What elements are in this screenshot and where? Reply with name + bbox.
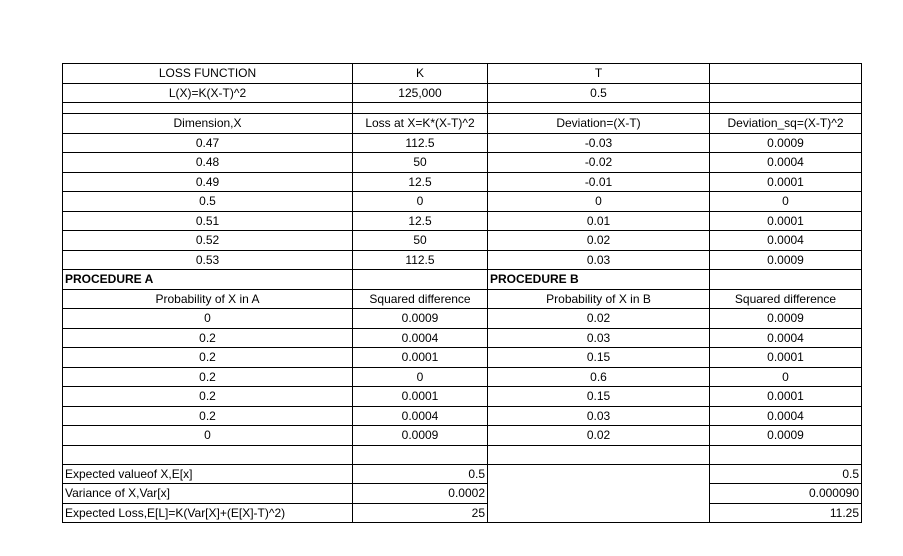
cell[interactable] <box>353 270 488 290</box>
cell[interactable]: L(X)=K(X-T)^2 <box>63 83 353 103</box>
column-header[interactable]: Dimension,X <box>63 114 353 134</box>
cell[interactable]: 0.0004 <box>353 328 488 348</box>
summary-label[interactable]: Variance of X,Var[x] <box>63 484 353 504</box>
cell[interactable]: 0.0004 <box>710 406 862 426</box>
cell[interactable]: -0.02 <box>488 153 710 173</box>
cell[interactable]: 0.01 <box>488 211 710 231</box>
cell[interactable]: 0.02 <box>488 426 710 446</box>
table-row <box>63 211 862 231</box>
cell[interactable] <box>488 503 710 523</box>
cell[interactable]: 0.2 <box>63 348 353 368</box>
column-header[interactable]: Probability of X in B <box>488 289 710 309</box>
cell[interactable]: 0.51 <box>63 211 353 231</box>
cell[interactable]: 0.5 <box>63 192 353 212</box>
summary-value-b[interactable]: 0.000090 <box>710 484 862 504</box>
cell[interactable]: 12.5 <box>353 172 488 192</box>
cell[interactable]: 0 <box>353 367 488 387</box>
procedure-b-title[interactable]: PROCEDURE B <box>488 270 710 290</box>
cell[interactable]: 0.0001 <box>710 348 862 368</box>
summary-label[interactable]: Expected Loss,E[L]=K(Var[X]+(E[X]-T)^2) <box>63 503 353 523</box>
column-header[interactable]: Deviation=(X-T) <box>488 114 710 134</box>
cell[interactable]: K <box>353 64 488 84</box>
summary-row <box>63 503 862 523</box>
cell[interactable]: 0.2 <box>63 406 353 426</box>
table-row <box>63 406 862 426</box>
cell[interactable]: 0.2 <box>63 367 353 387</box>
cell[interactable]: 112.5 <box>353 133 488 153</box>
cell[interactable]: 0.02 <box>488 309 710 329</box>
cell[interactable]: 0.0001 <box>353 387 488 407</box>
cell[interactable]: 0 <box>63 426 353 446</box>
column-header[interactable]: Probability of X in A <box>63 289 353 309</box>
cell[interactable]: 0.2 <box>63 387 353 407</box>
cell[interactable]: 0.0001 <box>710 387 862 407</box>
cell[interactable]: 0.0009 <box>353 426 488 446</box>
procedure-a-title[interactable]: PROCEDURE A <box>63 270 353 290</box>
cell[interactable]: 50 <box>353 153 488 173</box>
cell[interactable]: 0 <box>63 309 353 329</box>
cell[interactable]: 0.0001 <box>353 348 488 368</box>
cell[interactable]: 12.5 <box>353 211 488 231</box>
summary-value-b[interactable]: 0.5 <box>710 464 862 484</box>
cell[interactable]: 0.0004 <box>710 328 862 348</box>
cell[interactable]: 0.0004 <box>710 231 862 251</box>
cell[interactable]: 0.0004 <box>710 153 862 173</box>
spacer-row <box>63 103 862 114</box>
cell[interactable]: 0.47 <box>63 133 353 153</box>
header-row <box>63 83 862 103</box>
cell[interactable]: 0.15 <box>488 387 710 407</box>
cell[interactable]: 0.02 <box>488 231 710 251</box>
cell[interactable]: 50 <box>353 231 488 251</box>
cell[interactable] <box>710 64 862 84</box>
summary-value-b[interactable]: 11.25 <box>710 503 862 523</box>
cell[interactable]: 112.5 <box>353 250 488 270</box>
table-row <box>63 348 862 368</box>
column-header[interactable]: Loss at X=K*(X-T)^2 <box>353 114 488 134</box>
table-row <box>63 309 862 329</box>
cell[interactable]: -0.03 <box>488 133 710 153</box>
table-row <box>63 172 862 192</box>
table-row <box>63 387 862 407</box>
column-header[interactable]: Squared difference <box>710 289 862 309</box>
cell[interactable]: 0.0001 <box>710 172 862 192</box>
table-row <box>63 426 862 446</box>
cell[interactable]: 0.0009 <box>710 309 862 329</box>
column-header[interactable]: Deviation_sq=(X-T)^2 <box>710 114 862 134</box>
cell[interactable]: 0.6 <box>488 367 710 387</box>
cell[interactable] <box>710 270 862 290</box>
cell[interactable]: 0.03 <box>488 328 710 348</box>
cell[interactable]: 0.53 <box>63 250 353 270</box>
table-row <box>63 328 862 348</box>
summary-value-a[interactable]: 0.5 <box>353 464 488 484</box>
cell[interactable]: 0.15 <box>488 348 710 368</box>
cell[interactable]: 0.0009 <box>710 133 862 153</box>
cell[interactable]: 0.2 <box>63 328 353 348</box>
procedure-title-row <box>63 270 862 290</box>
summary-label[interactable]: Expected valueof X,E[x] <box>63 464 353 484</box>
cell[interactable]: 0.03 <box>488 406 710 426</box>
column-header-row <box>63 289 862 309</box>
cell[interactable]: 125,000 <box>353 83 488 103</box>
table-row <box>63 367 862 387</box>
table-row <box>63 192 862 212</box>
table-row <box>63 153 862 173</box>
cell[interactable]: 0 <box>710 367 862 387</box>
cell[interactable]: 0.03 <box>488 250 710 270</box>
cell[interactable]: 0 <box>710 192 862 212</box>
cell[interactable]: 0 <box>353 192 488 212</box>
cell[interactable]: 0.0004 <box>353 406 488 426</box>
cell[interactable]: 0.5 <box>488 83 710 103</box>
cell[interactable]: 0.0009 <box>710 426 862 446</box>
spacer-row <box>63 445 862 464</box>
cell[interactable] <box>710 83 862 103</box>
cell[interactable]: 0 <box>488 192 710 212</box>
cell[interactable]: T <box>488 64 710 84</box>
cell[interactable]: 0.0009 <box>710 250 862 270</box>
table-row <box>63 250 862 270</box>
cell[interactable] <box>488 464 710 484</box>
cell[interactable]: 0.0009 <box>353 309 488 329</box>
summary-row <box>63 484 862 504</box>
summary-value-a[interactable]: 0.0002 <box>353 484 488 504</box>
summary-value-a[interactable]: 25 <box>353 503 488 523</box>
loss-function-table <box>62 63 862 523</box>
table-row <box>63 231 862 251</box>
header-row <box>63 64 862 84</box>
column-header[interactable]: Squared difference <box>353 289 488 309</box>
cell[interactable]: 0.0001 <box>710 211 862 231</box>
spreadsheet <box>62 63 862 523</box>
cell[interactable] <box>488 484 710 504</box>
table-row <box>63 133 862 153</box>
summary-row <box>63 464 862 484</box>
cell[interactable]: -0.01 <box>488 172 710 192</box>
cell[interactable]: 0.48 <box>63 153 353 173</box>
cell[interactable]: LOSS FUNCTION <box>63 64 353 84</box>
cell[interactable]: 0.49 <box>63 172 353 192</box>
cell[interactable]: 0.52 <box>63 231 353 251</box>
column-header-row <box>63 114 862 134</box>
